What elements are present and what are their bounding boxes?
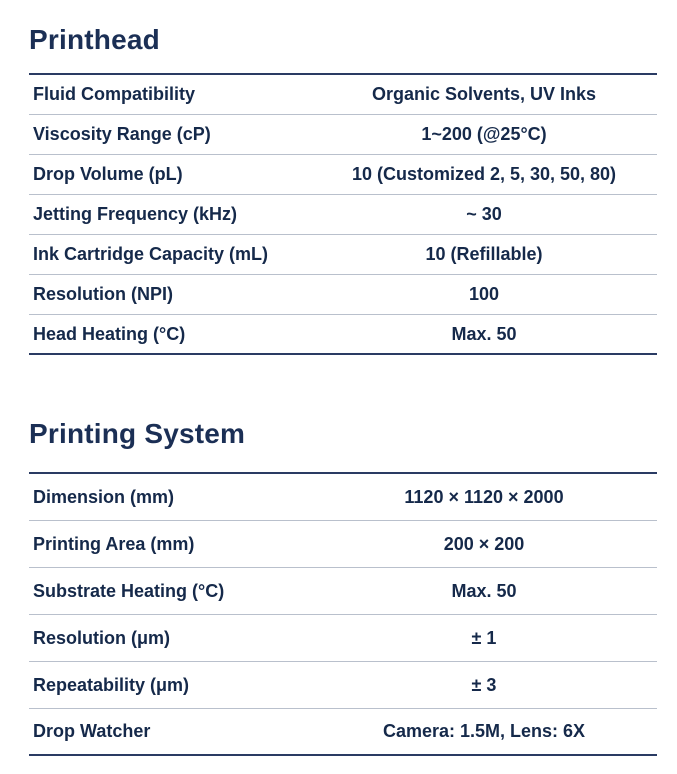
spec-label: Substrate Heating (°C) (33, 580, 225, 601)
spec-value: 1120 × 1120 × 2000 (404, 486, 564, 507)
spec-label: Fluid Compatibility (33, 84, 195, 104)
spec-value: Organic Solvents, UV Inks (371, 84, 597, 104)
spec-row-ink-cartridge-capacity (29, 235, 657, 275)
spec-label: Viscosity Range (cP) (33, 124, 211, 144)
spec-value: 1~200 (@25°C) (421, 124, 547, 144)
spec-value: Max. 50 (451, 580, 517, 601)
printhead-title: Printhead (29, 24, 160, 55)
spec-row-repeatability (29, 662, 657, 709)
spec-label: Printing Area (mm) (33, 533, 195, 554)
spec-value: 200 × 200 (443, 533, 525, 554)
spec-label: Head Heating (°C) (33, 323, 186, 344)
printhead-spec-table (29, 73, 657, 355)
spec-row-dimension (29, 474, 657, 521)
spec-label: Drop Volume (pL) (33, 164, 183, 184)
printing-system-title: Printing System (29, 418, 246, 449)
spec-value: Camera: 1.5M, Lens: 6X (382, 721, 586, 741)
spec-label: Drop Watcher (33, 721, 151, 741)
spec-label: Dimension (mm) (33, 486, 175, 507)
spec-row-resolution-npi (29, 275, 657, 315)
spec-label: Ink Cartridge Capacity (mL) (33, 244, 269, 264)
spec-label: Resolution (μm) (33, 627, 171, 648)
spec-row-drop-watcher (29, 709, 657, 756)
spec-row-jetting-frequency (29, 195, 657, 235)
spec-value: 100 (468, 284, 500, 304)
spec-value: 10 (Refillable) (425, 244, 543, 264)
spec-row-resolution-um (29, 615, 657, 662)
spec-value: ± 1 (471, 627, 497, 648)
spec-value: ~ 30 (466, 204, 502, 224)
spec-row-drop-volume (29, 155, 657, 195)
spec-row-substrate-heating (29, 568, 657, 615)
spec-row-printing-area (29, 521, 657, 568)
spec-label: Resolution (NPI) (33, 284, 173, 304)
printing-system-spec-table (29, 472, 657, 756)
spec-label: Repeatability (μm) (33, 674, 190, 695)
spec-value: Max. 50 (451, 323, 517, 344)
spec-row-head-heating (29, 315, 657, 355)
spec-value: ± 3 (471, 674, 497, 695)
spec-value: 10 (Customized 2, 5, 30, 50, 80) (351, 164, 617, 184)
spec-row-fluid-compatibility (29, 75, 657, 115)
spec-label: Jetting Frequency (kHz) (33, 204, 238, 224)
spec-row-viscosity-range (29, 115, 657, 155)
